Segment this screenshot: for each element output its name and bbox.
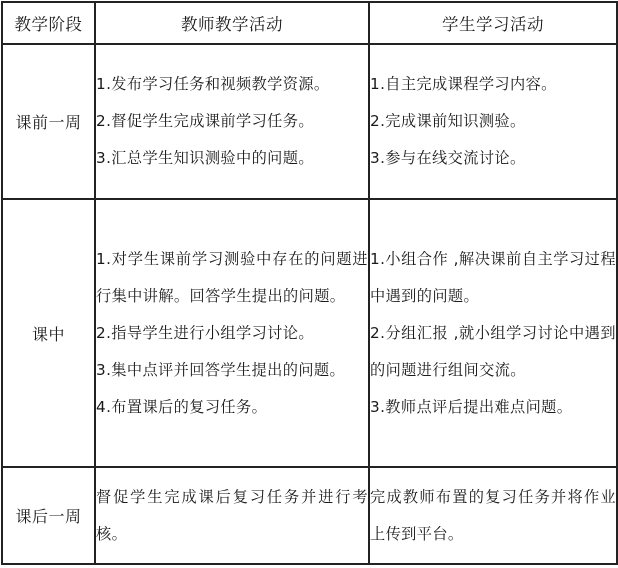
student-activity-item: 3.教师点评后提出难点问题。 bbox=[370, 397, 573, 416]
student-activity-cell bbox=[369, 44, 617, 199]
teacher-activity-cell bbox=[95, 467, 369, 564]
teacher-activity-cell bbox=[95, 44, 369, 199]
table-row bbox=[2, 467, 617, 564]
teacher-activity-item: 1.对学生课前学习测验中存在的问题进行集中讲解。回答学生提出的问题。 bbox=[96, 249, 368, 305]
teacher-activity-item: 3.汇总学生知识测验中的问题。 bbox=[96, 149, 314, 167]
teacher-activity-item: 3.集中点评并回答学生提出的问题。 bbox=[96, 360, 346, 379]
student-activity-item: 1.小组合作 ,解决课前自主学习过程中遇到的问题。 bbox=[370, 249, 616, 305]
student-activity-item: 2.完成课前知识测验。 bbox=[370, 112, 526, 130]
student-activity-item: 完成教师布置的复习任务并将作业上传到平台。 bbox=[370, 487, 616, 543]
teacher-activity-cell bbox=[95, 199, 369, 467]
stage-cell: 课前一周 bbox=[2, 44, 95, 199]
student-activity-item: 2.分组汇报 ,就小组学习讨论中遇到的问题进行组间交流。 bbox=[370, 323, 616, 379]
stage-cell: 课中 bbox=[2, 199, 95, 467]
teacher-activity-item: 2.督促学生完成课前学习任务。 bbox=[96, 112, 314, 130]
stage-cell: 课后一周 bbox=[2, 467, 95, 564]
student-activity-cell bbox=[369, 199, 617, 467]
student-activity-cell bbox=[369, 467, 617, 564]
teacher-activity-item: 1.发布学习任务和视频教学资源。 bbox=[96, 75, 330, 93]
teacher-activity-item: 督促学生完成课后复习任务并进行考核。 bbox=[96, 487, 368, 543]
header-stage: 教学阶段 bbox=[2, 2, 95, 44]
teacher-activity-item: 4.布置课后的复习任务。 bbox=[96, 397, 268, 416]
student-activity-item: 1.自主完成课程学习内容。 bbox=[370, 75, 557, 93]
header-teacher-activity: 教师教学活动 bbox=[95, 2, 369, 44]
teaching-activity-table bbox=[1, 1, 618, 565]
header-student-activity: 学生学习活动 bbox=[369, 2, 617, 44]
table-row bbox=[2, 199, 617, 467]
header-row bbox=[2, 2, 617, 44]
teacher-activity-item: 2.指导学生进行小组学习讨论。 bbox=[96, 323, 314, 342]
student-activity-item: 3.参与在线交流讨论。 bbox=[370, 149, 526, 167]
table-row bbox=[2, 44, 617, 199]
